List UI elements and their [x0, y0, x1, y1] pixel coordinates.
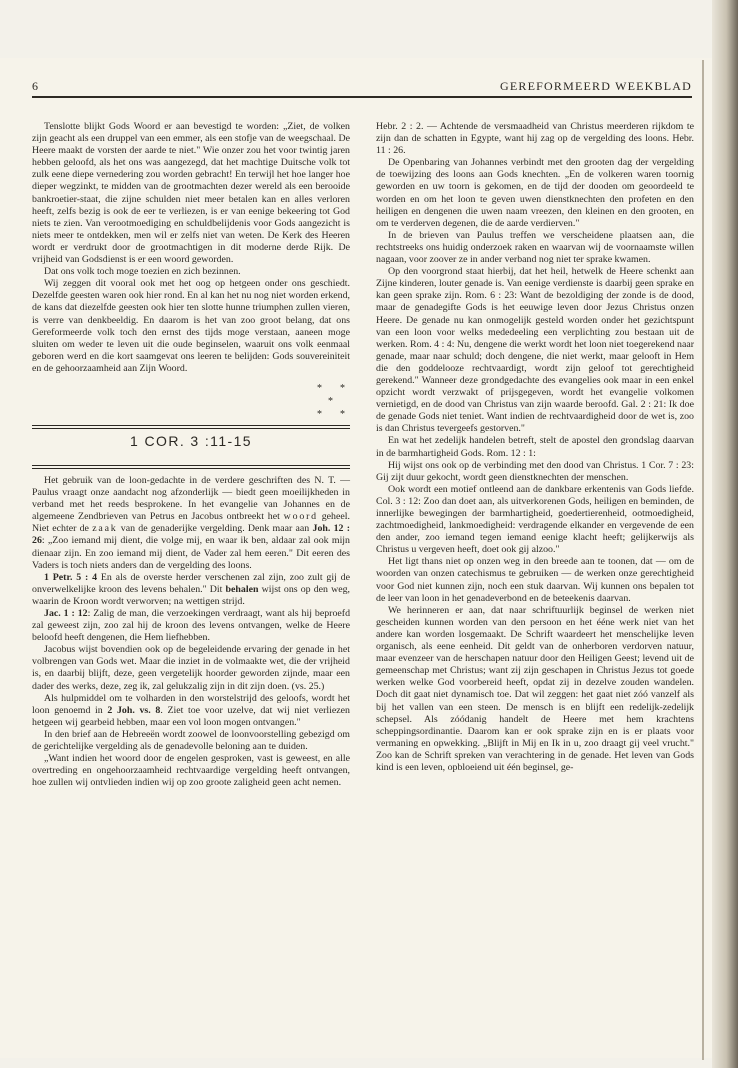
paragraph: Het gebruik van de loon-gedachte in de verdere geschriften des N. T. — Paulus vraagt onze aandacht nog afzonderlijk — biedt geen moeilijkheden in verband met het reeds besprokene. In het evangelie van Johannes en de algemeene Zendbrieven van Petrus en Jacobus ontbreekt het woord geheel. Niet echter de zaak van de genaderijke vergelding. Denk maar aan Joh. 12 : 26: „Zoo iemand mij dient, die volge mij, en waar ik ben, aldaar zal ook mijn dienaar zijn. En zoo iemand mij dient, de Vader zal hem eeren." Dit eeren des Vaders is toch niets anders dan de vergelding des loons.	[32, 474, 351, 571]
paragraph: We herinneren er aan, dat naar schriftuurlijk beginsel de werken niet gescheiden kunnen worden van den persoon en het ééne werk niet van het andere kan worden losgemaakt. De Schrift waardeert het menschelijke leven organisch, als eene eenheid. Dit geldt van de onherboren verdorven natuur, maar evenzeer van de herschapen natuur door den Heiligen Geest; levend uit de gemeenschap met Christus; want zij zijn geschapen in Christus Jezus tot goede werken welke God voorbereid heeft, opdat zij in dezelve zouden wandelen. Doch dit gaat niet dynamisch toe. Dat wil zeggen: het gaat niet zóó vanzelf als bij het vallen van een steen. De mensch is en blijft een redelijk-zedelijk schepsel. Als zóódanig handelt de Heere met hem krachtens scheppingsordinantie. Daarom kan er ook sprake zijn en is er plaats voor vermaning en opwekking. „Blijft in Mij en Ik in u, zoo draagt gij veel vrucht." Zoo kan de Schrift spreken van verachtering in de genade. Het leven van Gods kind is een leven, opbloeiend uit één beginsel, ge-	[376, 604, 694, 773]
paragraph: Hebr. 2 : 2. — Achtende de versmaadheid van Christus meerderen rijkdom te zijn dan de schatten in Egypte, want hij zag op de vergelding des loons. Hebr. 11 : 26.	[376, 121, 694, 157]
paragraph: Het ligt thans niet op onzen weg in den breede aan te toonen, dat — om de woorden van onzen catechismus te gebruiken — de werken onze gerechtigheid voor God niet kunnen zijn, noch een stuk daarvan. Wij kunnen ons bepalen tot de leer van loon in het genadeverbond en de beteekenis daarvan.	[376, 556, 694, 604]
paragraph: Jac. 1 : 12: Zalig de man, die verzoekingen verdraagt, want als hij beproefd zal geweest zijn, zoo zal hij de kroon des levens ontvangen, welke de Heere beloofd heeft dengenen, die Hem liefhebben.	[32, 608, 351, 644]
publication-title: GEREFORMEERD WEEKBLAD	[500, 79, 692, 93]
left-column	[32, 121, 350, 789]
page-edge-line	[702, 60, 704, 1060]
paragraph: Dat ons volk toch moge toezien en zich bezinnen.	[44, 266, 241, 278]
paragraph: „Want indien het woord door de engelen gesproken, vast is geweest, en alle overtreding en ongehoorzaamheid rechtvaardige vergelding heeft ontvangen, hoe zullen wij ontvlieden indien wij op zoo groote zaligheid geen acht nemen.	[32, 753, 350, 789]
paragraph: In de brieven van Paulus treffen we verscheidene plaatsen aan, die rechtstreeks ons huidig onderzoek raken en waarvan wij de voornaamste willen nagaan, voor zoover ze in ander verband nog niet ter sprake kwamen.	[376, 229, 694, 266]
paragraph: 1 Petr. 5 : 4 En als de overste herder verschenen zal zijn, zoo zult gij de onverwelkelijke kroon des levens behalen." Dit behalen wijst ons op den weg, waarin de Kroon wordt verworven; na wettigen strijd.	[32, 571, 350, 607]
paragraph: Hij wijst ons ook op de verbinding met den dood van Christus. 1 Cor. 7 : 23: Gij zijt duur gekocht, wordt geen dienstknechten der menschen.	[376, 459, 694, 483]
paragraph: In den brief aan de Hebreeën wordt zoowel de loonvoorstelling gebezigd om de gerichtelijke vergelding als de genadevolle beloning aan te duiden.	[32, 728, 350, 753]
paragraph: Als hulpmiddel om te volharden in den worstelstrijd des geloofs, wordt het loon genoemd in 2 Joh. vs. 8. Ziet toe voor uzelve, dat wij niet verliezen hetgeen wij gearbeid hebben, maar een vol loon mogen ontvangen."	[32, 692, 350, 728]
section-title: 1 COR. 3 :11-15	[130, 432, 252, 449]
paragraph: Jacobus wijst bovendien ook op de begeleidende ervaring der genade in het volbrengen van Gods wet. Maar die inziet in de volmaakte wet, die der vrijheid is, en daarbij blijft, deze, geen vergetelijk hoorder geworden zijnde, maar een dader des werks, deze, zeg ik, zal gelukzalig zijn in dit zijn doen. (vs. 25.)	[32, 644, 350, 692]
heading-rule-top	[32, 425, 350, 426]
paragraph: En wat het zedelijk handelen betreft, stelt de apostel den grondslag daarvan in de barmhartigheid Gods. Rom. 12 : 1:	[376, 435, 694, 459]
paragraph: Op den voorgrond staat hierbij, dat het heil, hetwelk de Heere schenkt aan Zijne kinderen, louter genade is. Van eenige verdienste is daarbij geen sprake en kan geen sprake zijn. Rom. 6 : 23: Want de bezoldiging der zonde is de dood, maar de genadegifte Gods is het eeuwige leven door Jezus Christus onzen Heere. De genade nu kan onmogelijk gesteld worden onder het gezichtspunt van een loon voor welks mededeeling een verplichting zou bestaan uit de werken. Rom. 4 : 4: Nu, dengene die werkt wordt het loon niet toegerekend naar genade, maar naar schuld; doch dengene, die niet werkt, maar gelooft in Hem die den goddelooze rechtvaardigt, wordt zijn geloof tot gerechtigheid gerekend." Wanneer deze grondgedachte des evangelies ook maar in een enkel opzicht wordt verzwakt of prijsgegeven, wordt het evangelie volkomen vernietigd, en de dood van Christus van zijn waarde beroofd. Gal. 2 : 21: Ik doe de genade Gods niet teniet. Want indien de rechtvaardigheid door de wet is, zoo is dan Christus tevergeefs gestorven."	[376, 266, 694, 435]
right-column	[376, 121, 694, 774]
header-rule	[32, 96, 692, 98]
page-header	[32, 79, 692, 97]
page-edge-shadow	[712, 0, 738, 1068]
asterisk-separator: * * * * *	[317, 382, 345, 420]
page-number: 6	[32, 79, 39, 93]
paragraph: De Openbaring van Johannes verbindt met den grooten dag der vergelding de toewijzing des loons aan Gods knechten. „En de volkeren waren toornig geworden en uw toorn is gekomen, en de tijd der dooden om geoordeeld te worden en om het loon te geven uwen dienstknechten den profeten en den heiligen en dengenen die uwen naam vreezen, den kleinen en den grooten, en om te verderven degenen, die de aarde verdierven."	[376, 157, 694, 229]
paragraph: Tenslotte blijkt Gods Woord er aan bevestigd te worden: „Ziet, de volken zijn geacht als een druppel van een emmer, als een stofje van de weegschaal. De Heere maakt de vorsten der aarde te niet." Wie onzer zou het voor twintig jaren hebben geloofd, als het ons was aangezegd, dat het machtige Duitsche volk tot zulk eene diepe vernedering zou worden gebracht! En terwijl het hoe langer hoe dieper wegzinkt, te midden van de grootmachten dezer wereld als een berooide bankroetier-staat, die zijne schulden niet meer betalen kan en alles verloren heeft, zelfs bezig is ook de eer te verliezen, is er van eenige bekeering tot God niets te zien. Van verootmoediging en schuldbelijdenis voor Gods aangezicht is niets meer te ontdekken, men wil er zelfs niet van weten. De Kerk des Heeren wordt er verdrukt door de grootmachtigen in dit moderne derde Rijk. De vrijheid van Godsdienst is er een woord geworden.	[32, 121, 350, 266]
heading-rule-bottom	[32, 465, 350, 466]
paragraph: Ook wordt een motief ontleend aan de dankbare erkentenis van Gods liefde. Col. 3 : 12: Zoo dan doet aan, als uitverkorenen Gods, heiligen en beminden, de innerlijke bewegingen der barmhartigheid, goedertierenheid, ootmoedigheid, zachtmoedigheid, lankmoedigheid: verdragende elkander en vergevende de een den ander, zoo iemand tegen iemand eenige klacht heeft; gelijkerwijs als Christus u vergeven heeft, doet ook gij alzoo."	[376, 483, 694, 556]
section-heading	[32, 425, 350, 471]
heading-rule-top-double	[32, 428, 350, 429]
paragraph: Wij zeggen dit vooral ook met het oog op hetgeen onder ons geschiedt. Dezelfde geesten waren ook hier rond. En al kan het nu nog niet worden erkend, de kans dat diezelfde geesten ook hier ten slotte hunne triumphen zullen vieren, is verre van denkbeeldig. En daarom is het van zoo groot belang, dat ons Gereformeerde volk toch den ernst des tijds moge verstaan, aaneen moge sluiten om weder te leven uit die oude beginselen, waaruit ons volk eenmaal geboren werd en die kort saamgevat ons leeren te belijden: Gods souvereiniteit en de gehoorzaamheid aan Zijn Woord.	[32, 278, 350, 374]
heading-rule-bottom-double	[32, 468, 350, 469]
